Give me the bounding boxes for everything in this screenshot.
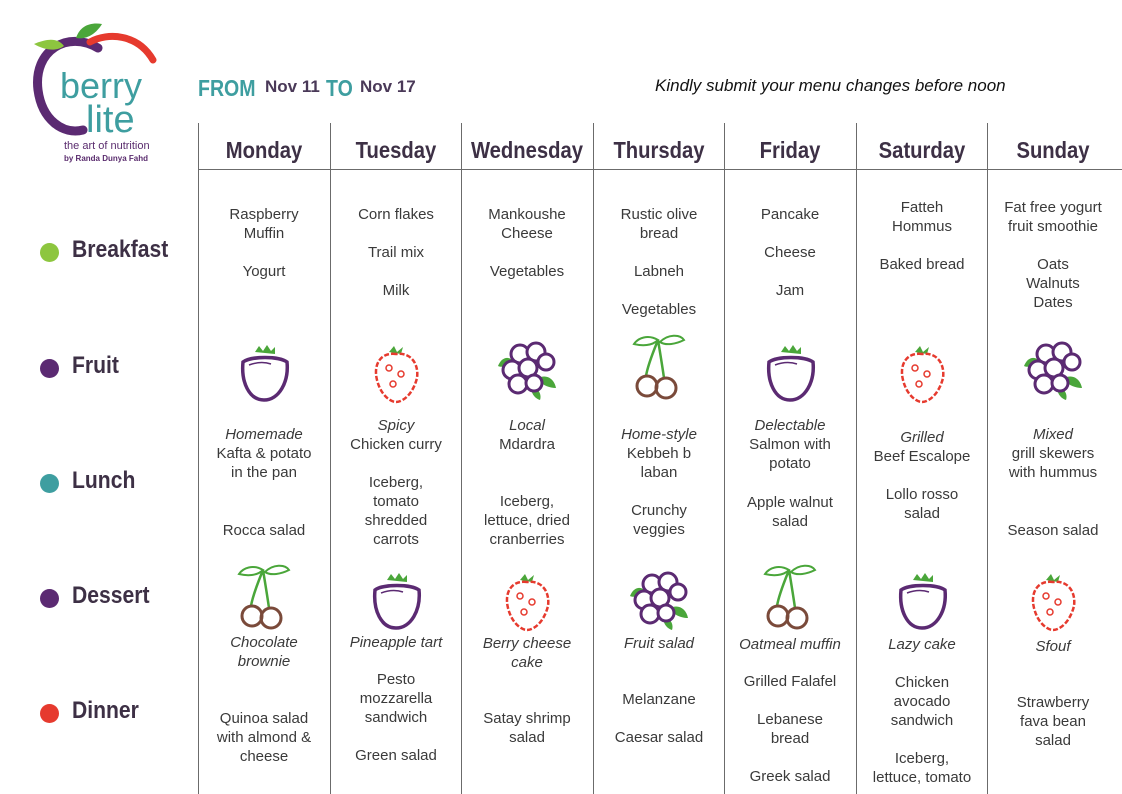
day-header-wednesday: Wednesday	[470, 137, 584, 163]
raspberry-icon	[1018, 566, 1088, 636]
to-date: Nov 17	[360, 77, 416, 96]
menu-line: Milk	[382, 282, 410, 299]
menu-line: mozzarella	[359, 690, 433, 707]
category-dot	[40, 474, 59, 493]
dessert-tuesday	[331, 633, 461, 652]
menu-line: Crunchy	[631, 502, 687, 519]
lunch-dish: Chicken curry	[350, 436, 442, 453]
menu-line: Apple walnut	[747, 494, 833, 511]
menu-line: salad	[772, 513, 808, 530]
dessert-thursday	[594, 634, 724, 653]
category-dinner	[40, 697, 200, 727]
lunch-title: Spicy	[377, 417, 415, 434]
menu-line	[725, 748, 855, 767]
category-dessert	[40, 582, 200, 612]
menu-line	[725, 224, 855, 243]
dessert-wednesday	[462, 634, 592, 672]
header-divider	[198, 169, 1122, 170]
lunch-side-wednesday	[462, 492, 592, 549]
menu-line: Pineapple tart	[349, 634, 443, 651]
lunch-side-sunday	[988, 521, 1118, 540]
menu-line: Berry cheese	[482, 635, 572, 652]
menu-line: Sfouf	[1035, 638, 1071, 655]
lunch-sunday	[988, 425, 1118, 482]
dinner-sunday	[988, 693, 1118, 750]
lunch-dish: Beef Escalope	[873, 448, 971, 465]
cherries-icon	[624, 332, 694, 402]
grapes-icon	[492, 332, 562, 402]
breakfast-thursday	[594, 205, 724, 319]
to-label: TO	[326, 75, 353, 101]
menu-line: Cheese	[501, 225, 553, 242]
menu-line: Hommus	[891, 218, 952, 235]
raspberry-icon	[492, 566, 562, 636]
menu-line	[594, 281, 724, 300]
category-dot	[40, 243, 59, 262]
menu-line	[462, 243, 592, 262]
category-fruit	[40, 352, 200, 382]
menu-line: Vegetables	[621, 301, 697, 318]
svg-text:berry: berry	[60, 65, 143, 106]
grapes-icon	[1018, 332, 1088, 402]
breakfast-monday	[199, 205, 329, 281]
menu-line: avocado	[893, 693, 951, 710]
menu-line: Rustic olive	[620, 206, 698, 223]
menu-line: tomato	[373, 493, 419, 510]
lunch-side-thursday	[594, 501, 724, 539]
menu-line: Jam	[775, 282, 805, 299]
dinner-monday	[199, 709, 329, 766]
menu-line: Walnuts	[1026, 275, 1080, 292]
menu-line: cranberries	[489, 531, 565, 548]
lunch-side-friday	[725, 493, 855, 531]
menu-line: Muffin	[243, 225, 285, 242]
menu-line: Quinoa salad	[219, 710, 309, 727]
breakfast-saturday	[857, 198, 987, 274]
svg-text:lite: lite	[86, 99, 135, 141]
menu-line: bread	[639, 225, 679, 242]
menu-line	[594, 709, 724, 728]
day-header-tuesday: Tuesday	[355, 137, 437, 163]
from-label: FROM	[198, 75, 256, 101]
menu-line: Caesar salad	[614, 729, 704, 746]
dinner-tuesday	[331, 670, 461, 765]
menu-line	[988, 236, 1118, 255]
menu-line: Oats	[1037, 256, 1069, 273]
raspberry-icon	[887, 338, 957, 408]
lunch-side-saturday	[857, 485, 987, 523]
day-header-friday: Friday	[759, 137, 821, 163]
menu-line: Cheese	[764, 244, 816, 261]
lunch-dish: laban	[640, 464, 678, 481]
lunch-title: Home-style	[621, 426, 697, 443]
menu-line: Corn flakes	[358, 206, 434, 223]
menu-line: sandwich	[364, 709, 428, 726]
menu-line: bread	[770, 730, 810, 747]
breakfast-sunday	[988, 198, 1118, 312]
day-header-thursday: Thursday	[613, 137, 705, 163]
lunch-dish: with hummus	[1008, 464, 1098, 481]
menu-line: Chicken	[894, 674, 950, 691]
category-dot	[40, 589, 59, 608]
menu-line	[594, 243, 724, 262]
plum-icon	[361, 566, 431, 636]
menu-line: cheese	[239, 748, 289, 765]
menu-line: Fatteh	[900, 199, 944, 216]
menu-line: Rocca salad	[222, 522, 306, 539]
menu-line: salad	[904, 505, 940, 522]
lunch-dish: in the pan	[231, 464, 297, 481]
lunch-title: Homemade	[225, 426, 303, 443]
dessert-friday	[725, 635, 855, 654]
category-label: Breakfast	[72, 236, 169, 263]
submission-note: Kindly submit your menu changes before noon	[655, 76, 1006, 95]
dinner-thursday	[594, 690, 724, 747]
menu-line: Yogurt	[242, 263, 286, 280]
brand-tagline: the art of nutrition	[64, 140, 150, 152]
lunch-title: Grilled	[900, 429, 944, 446]
menu-line: fava bean	[1020, 713, 1086, 730]
breakfast-wednesday	[462, 205, 592, 281]
menu-line: salad	[1035, 732, 1071, 749]
category-label: Fruit	[72, 352, 119, 379]
cherries-icon	[229, 562, 299, 632]
lunch-title: Delectable	[754, 417, 826, 434]
category-label: Dinner	[72, 697, 139, 724]
category-lunch	[40, 467, 200, 497]
menu-line: cake	[511, 654, 543, 671]
lunch-monday	[199, 425, 329, 482]
menu-line	[857, 730, 987, 749]
plum-icon	[229, 338, 299, 408]
menu-line: Fruit salad	[623, 635, 695, 652]
menu-line: Green salad	[355, 747, 437, 764]
menu-line	[199, 243, 329, 262]
lunch-side-monday	[199, 521, 329, 540]
breakfast-tuesday	[331, 205, 461, 300]
menu-line	[331, 727, 461, 746]
menu-line: Lebanese	[757, 711, 823, 728]
menu-line	[857, 236, 987, 255]
menu-line: Raspberry	[229, 206, 299, 223]
menu-line: fruit smoothie	[1007, 218, 1099, 235]
category-label: Dessert	[72, 582, 150, 609]
plum-icon	[887, 566, 957, 636]
from-date: Nov 11	[265, 77, 320, 96]
brand-byline: by Randa Dunya Fahd	[64, 154, 149, 163]
dessert-monday	[199, 633, 329, 671]
menu-line: Season salad	[1007, 522, 1099, 539]
menu-line: Fat free yogurt	[1004, 199, 1102, 216]
grapes-icon	[624, 562, 694, 632]
menu-line: Mankoushe	[488, 206, 566, 223]
day-header-sunday: Sunday	[1016, 137, 1090, 163]
menu-line: Trail mix	[367, 244, 425, 261]
menu-line: Grilled Falafel	[743, 673, 837, 690]
category-dot	[40, 359, 59, 378]
category-dot	[40, 704, 59, 723]
lunch-tuesday	[331, 416, 461, 454]
lunch-dish: Kebbeh b	[626, 445, 692, 462]
menu-line: Iceberg,	[894, 750, 950, 767]
lunch-side-tuesday	[331, 473, 461, 549]
menu-line: Lazy cake	[888, 636, 956, 653]
raspberry-icon	[361, 338, 431, 408]
menu-line	[331, 224, 461, 243]
menu-line: Vegetables	[489, 263, 565, 280]
plum-icon	[755, 338, 825, 408]
menu-line: Pesto	[376, 671, 416, 688]
lunch-dish: grill skewers	[1011, 445, 1095, 462]
dessert-sunday	[988, 637, 1118, 656]
lunch-wednesday	[462, 416, 592, 454]
menu-line: veggies	[633, 521, 685, 538]
menu-line: lettuce, tomato	[872, 769, 972, 786]
cherries-icon	[755, 562, 825, 632]
menu-line: Iceberg,	[368, 474, 424, 491]
lunch-saturday	[857, 428, 987, 466]
menu-line: with almond &	[216, 729, 312, 746]
menu-line	[725, 262, 855, 281]
menu-line: Baked bread	[879, 256, 965, 273]
menu-line: brownie	[237, 653, 291, 670]
menu-line: Melanzane	[622, 691, 696, 708]
lunch-dish: potato	[769, 455, 811, 472]
dinner-wednesday	[462, 709, 592, 747]
menu-line	[331, 262, 461, 281]
menu-line: Iceberg,	[499, 493, 555, 510]
menu-line: lettuce, dried	[484, 512, 570, 529]
menu-line: Lollo rosso	[885, 486, 959, 503]
menu-line: Chocolate	[230, 634, 298, 651]
menu-line: Dates	[1033, 294, 1073, 311]
menu-line: Oatmeal muffin	[739, 636, 841, 653]
lunch-title: Mixed	[1032, 426, 1073, 443]
dessert-saturday	[857, 635, 987, 654]
lunch-title: Local	[509, 417, 545, 434]
dinner-saturday	[857, 673, 987, 787]
lunch-dish: Mdardra	[499, 436, 555, 453]
day-header-monday: Monday	[225, 137, 303, 163]
lunch-dish: Kafta & potato	[216, 445, 312, 462]
menu-line: carrots	[373, 531, 419, 548]
menu-line: Labneh	[633, 263, 685, 280]
day-header-saturday: Saturday	[878, 137, 966, 163]
lunch-friday	[725, 416, 855, 473]
menu-line: sandwich	[890, 712, 954, 729]
dinner-friday	[725, 672, 855, 786]
menu-line: salad	[509, 729, 545, 746]
menu-line: Greek salad	[749, 768, 831, 785]
breakfast-friday	[725, 205, 855, 300]
menu-line: Pancake	[760, 206, 820, 223]
menu-line	[725, 691, 855, 710]
category-breakfast	[40, 236, 200, 266]
category-label: Lunch	[72, 467, 136, 494]
menu-line: Strawberry	[1016, 694, 1090, 711]
menu-line: shredded	[364, 512, 428, 529]
menu-line: Satay shrimp	[483, 710, 571, 727]
lunch-thursday	[594, 425, 724, 482]
lunch-dish: Salmon with	[749, 436, 831, 453]
